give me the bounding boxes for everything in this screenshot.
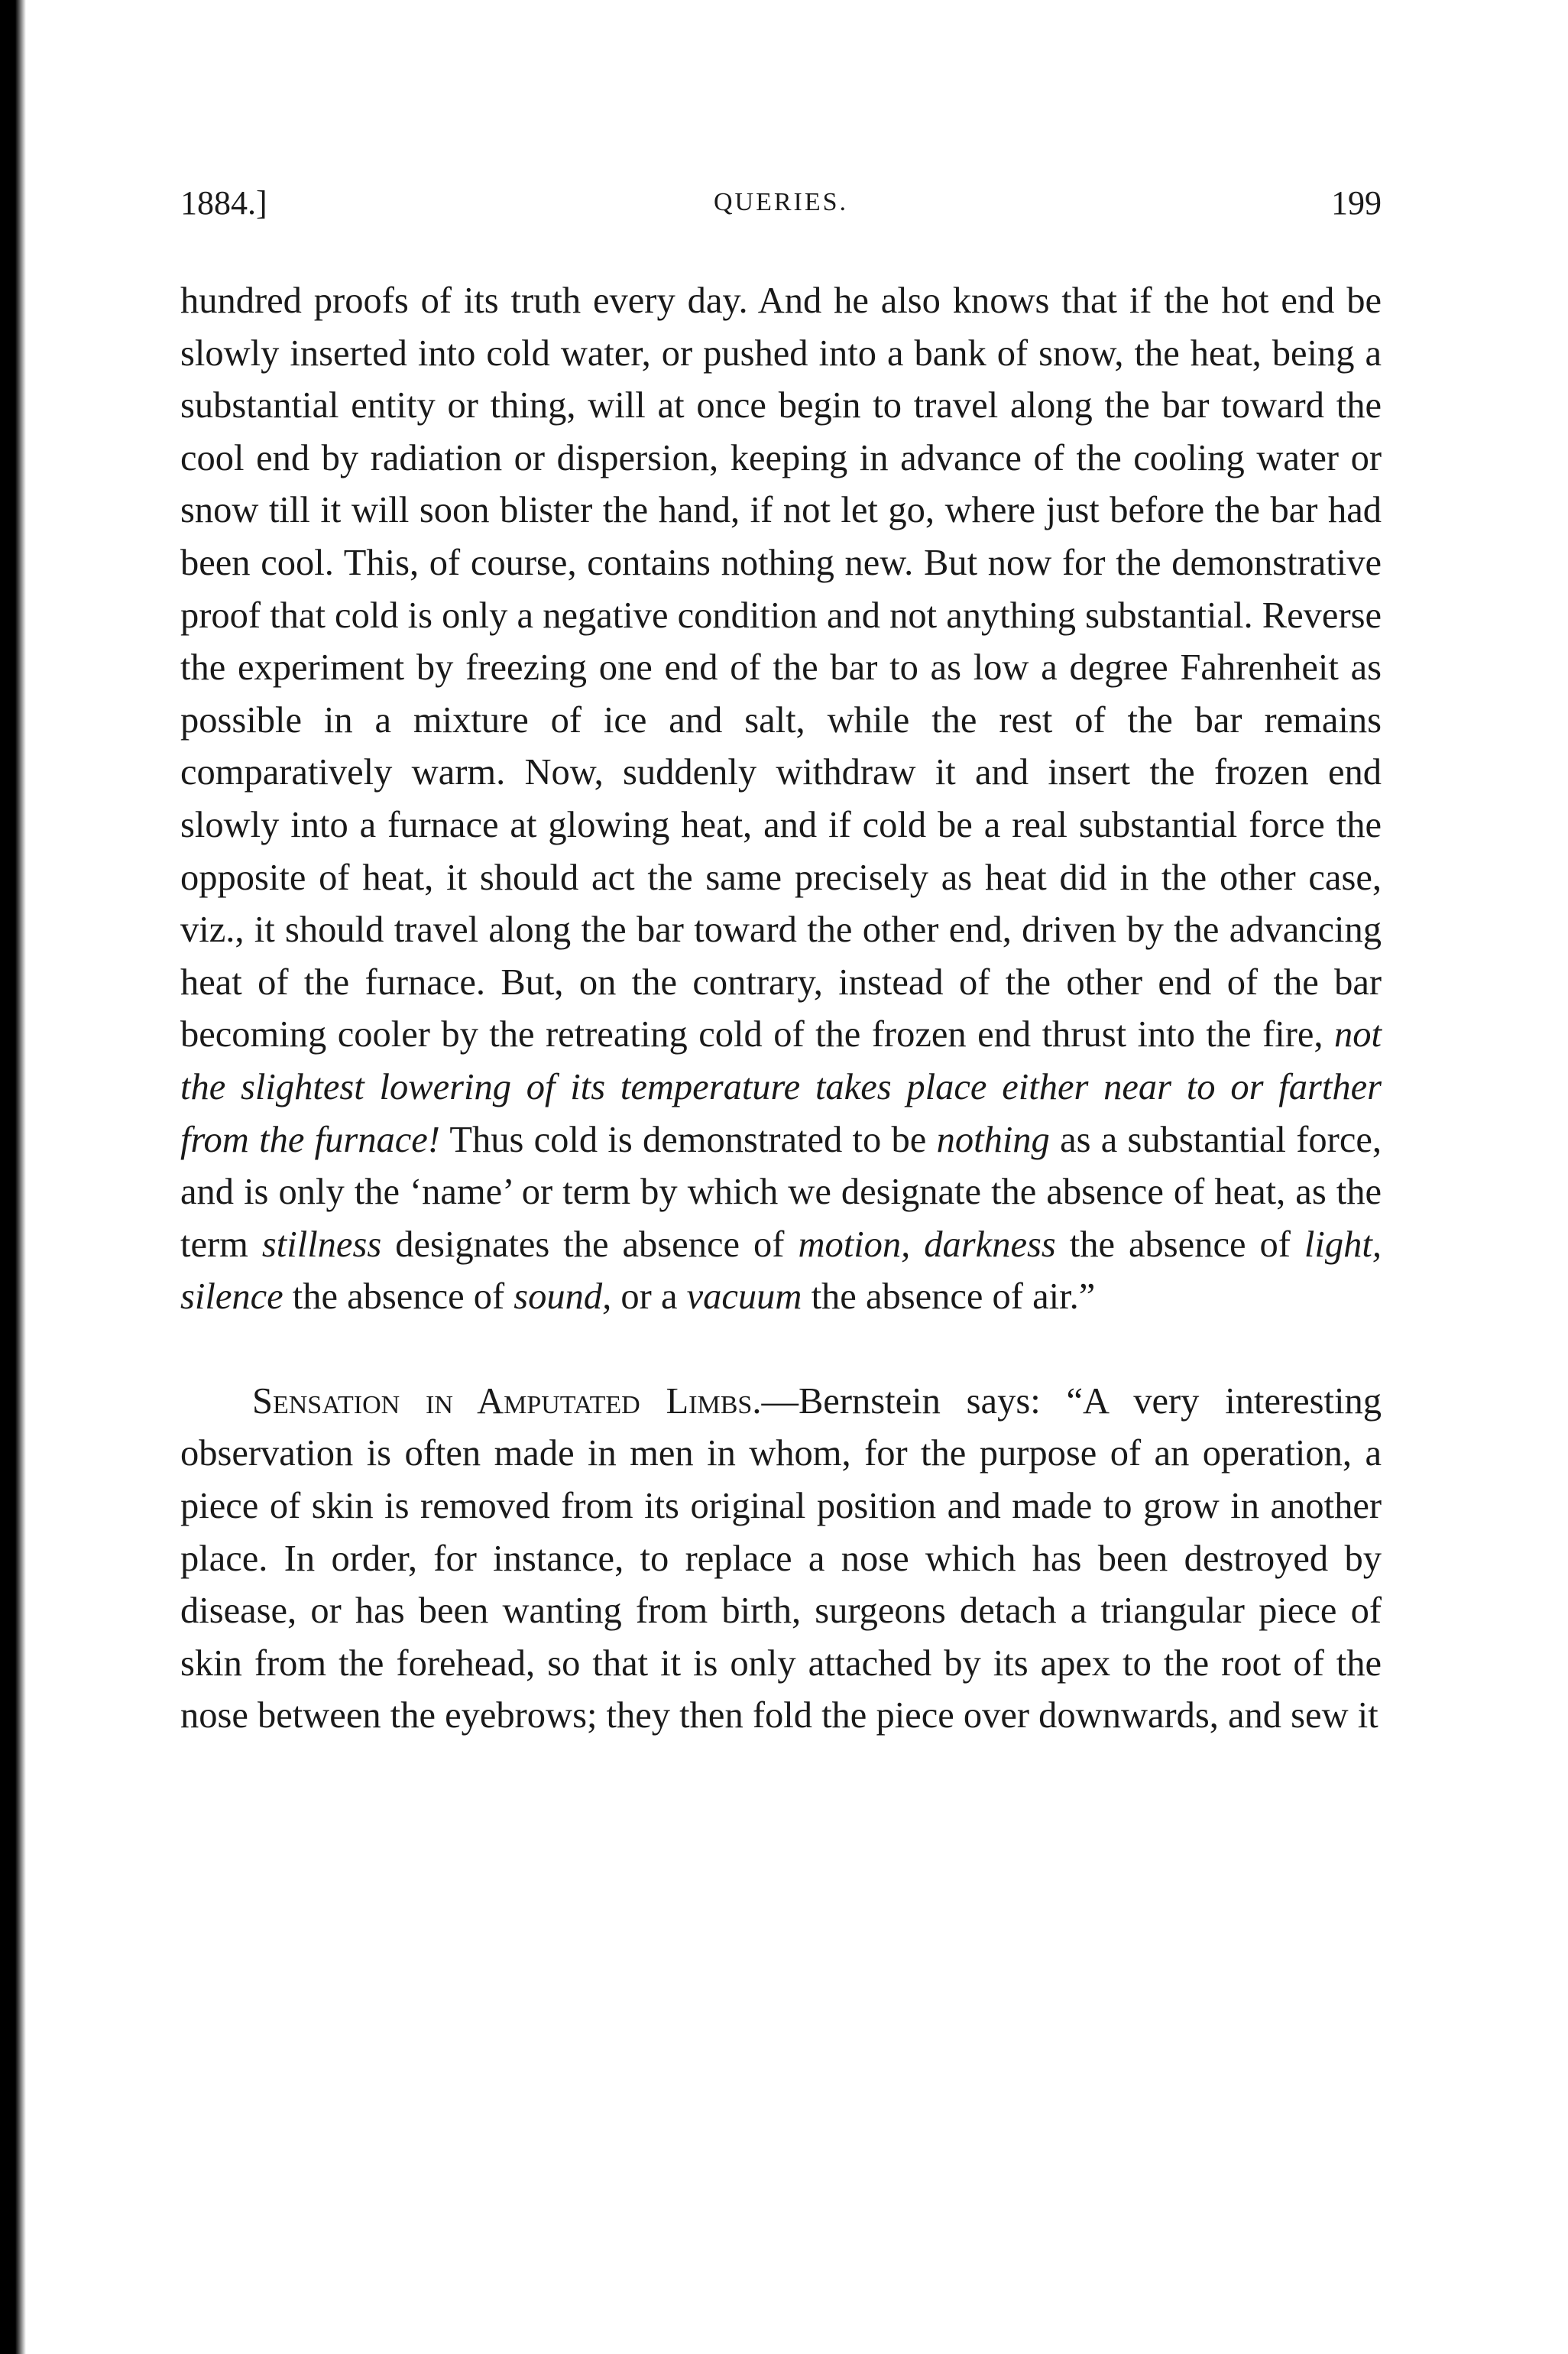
header-title: QUERIES.: [713, 188, 849, 216]
paragraph-spacer: [180, 1324, 1382, 1376]
paragraph-cold-experiment: [180, 275, 1382, 1324]
p1-italic-7: vacuum: [686, 1276, 802, 1318]
page-number: 199: [1331, 184, 1382, 222]
running-header: [180, 183, 1382, 237]
p1-text-4: designates the absence of: [381, 1224, 799, 1265]
page-binding-edge: [0, 0, 26, 2354]
p1-italic-4: motion, darkness: [798, 1224, 1056, 1265]
section-heading: Sensation in Amputated Limbs.: [252, 1380, 762, 1422]
header-year: 1884.]: [180, 184, 267, 222]
p1-text-1: hundred proofs of its truth every day. And he also knows that if the hot end be slowly inserted into cold water, or pushed into a bank of snow, the heat, being a substantial entity or thing, will at once begin to travel along the bar toward the cool end by radiation or dispersion, keeping in advance of the cooling water or snow till it will soon blister the hand, if not let go, where just before the bar had been cool. This, of course, contains nothing new. But now for the demonstrative proof that cold is only a negative condition and not anything substantial. Reverse the experiment by freezing one end of the bar to as low a degree Fahrenheit as possible in a mixture of ice and salt, while the rest of the bar remains comparatively warm. Now, suddenly withdraw it and insert the frozen end slowly into a furnace at glowing heat, and if cold be a real substantial force the opposite of heat, it should act the same precisely as heat did in the other case, viz., it should travel along the bar toward the other end, driven by the advancing heat of the furnace. But, on the contrary, instead of the other end of the bar becoming cooler by the retreating cold of the frozen end thrust into the fire,: [180, 280, 1382, 1055]
p1-italic-1: not the slightest lowering of its temperature takes place either near to or farther from the furnace!: [180, 1014, 1382, 1160]
paragraph-amputated-limbs: [180, 1376, 1382, 1743]
p1-italic-6: sound,: [513, 1276, 612, 1318]
p1-text-6: the absence of: [283, 1276, 514, 1318]
p1-text-7: or a: [611, 1276, 687, 1318]
p1-text-8: the absence of air.”: [802, 1276, 1096, 1318]
p1-italic-3: stillness: [261, 1224, 382, 1265]
p1-italic-2: nothing: [936, 1119, 1050, 1160]
p1-text-5: the absence of: [1055, 1224, 1304, 1265]
p1-italic-5: light, silence: [180, 1224, 1382, 1318]
page-body: [180, 275, 1382, 1743]
p1-text-3: as a substantial force, and is only the ‘name’ or term by which we designate the absence of heat, as the term: [180, 1119, 1382, 1265]
p1-text-2: Thus cold is demonstrated to be: [439, 1119, 937, 1160]
p2-text: —Bernstein says: “A very interesting observation is often made in men in whom, for the purpose of an operation, a piece of skin is removed from its original position and made to grow in another place. In order, for instance, to replace a nose which has been destroyed by disease, or has been wanting from birth, surgeons detach a triangular piece of skin from the forehead, so that it is only attached by its apex to the root of the nose between the eyebrows; they then fold the piece over downwards, and sew it: [180, 1380, 1382, 1736]
